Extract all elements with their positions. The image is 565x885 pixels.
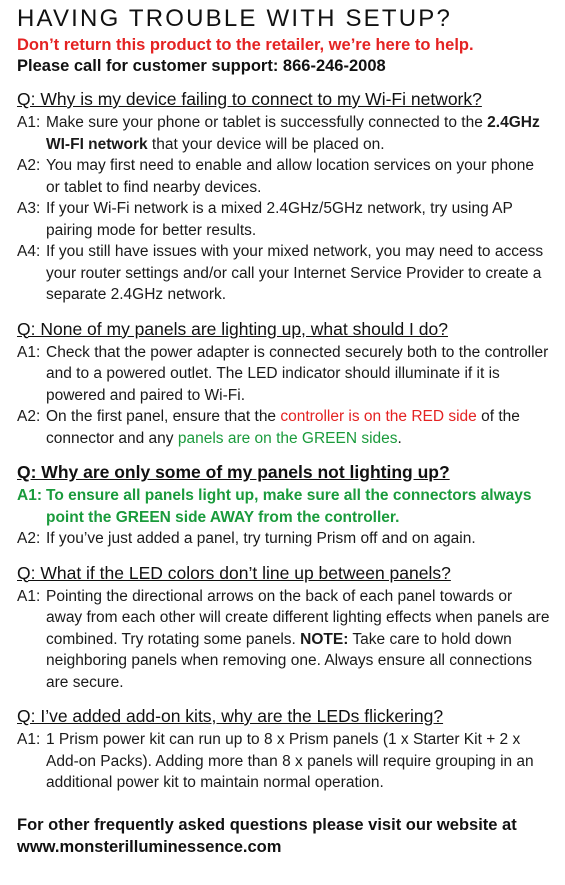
answer-text-part: On the first panel, ensure that the (46, 408, 281, 425)
faq-question-1: Q: Why is my device failing to connect to my Wi-Fi network? (17, 89, 482, 109)
answer-label: A2: (17, 408, 41, 425)
faq-answer-2-1 (17, 342, 551, 407)
faq-answer-5-1 (17, 729, 551, 794)
answer-label: A4: (17, 243, 41, 260)
answer-text: You may first need to enable and allow location services on your phone or tablet to find nearby devices. (46, 157, 534, 196)
answer-text: 1 Prism power kit can run up to 8 x Prism panels (1 x Starter Kit + 2 x Add-on Packs). Adding more than 8 x panels will require grouping in an additional power kit to maintain normal operation. (46, 731, 534, 791)
warning-notice: Don’t return this product to the retailer, we’re here to help. (17, 36, 474, 54)
faq-answer-2-2 (17, 406, 551, 449)
answer-text-part: Take care to hold down neighboring panels when removing one. Always ensure all connections are secure. (46, 630, 532, 691)
answer-text: If you still have issues with your mixed network, you may need to access your router settings and/or call your Internet Service Provider to create a separate 2.4GHz network. (46, 243, 544, 303)
answer-text: If you’ve just added a panel, try turning Prism off and on again. (46, 530, 476, 547)
footer-website-note: For other frequently asked questions please visit our website at www.monsterilluminessence.com (17, 815, 517, 856)
answer-text (46, 586, 551, 694)
answer-red-text: controller is on the RED side (280, 408, 477, 425)
faq-answer-1-2 (17, 155, 551, 198)
faq-answer-1-4 (17, 241, 551, 306)
support-line (17, 56, 551, 77)
answer-text (46, 406, 551, 449)
faq-question-4: Q: What if the LED colors don’t line up between panels? (17, 562, 451, 583)
support-prefix: Please call for customer support: (17, 57, 283, 75)
answer-label: A1: (17, 343, 41, 361)
answer-emphasis: 2.4GHz WI-FI network (46, 114, 540, 153)
answer-label: A3: (17, 200, 41, 217)
answer-green-text: panels are on the GREEN sides (177, 429, 398, 447)
answer-label: A1: (17, 587, 41, 605)
faq-answer-3-1 (17, 485, 551, 528)
answer-text: To ensure all panels light up, make sure all the connectors always point the GREEN side AWAY from the controller. (46, 487, 532, 526)
faq-question-2: Q: None of my panels are lighting up, what should I do? (17, 318, 448, 339)
answer-text-part: that your device will be placed on. (147, 135, 385, 153)
answer-text-part: Pointing the directional arrows on the back of each panel towards or away from each other will create different lighting effects when panels are combined. Try rotating some panels. (46, 587, 550, 648)
answer-label: A2: (17, 530, 41, 547)
answer-text-part: Make sure your phone or tablet is successfully connected to the (46, 114, 488, 131)
faq-answer-3-2 (17, 528, 551, 550)
note-label: NOTE: (300, 630, 349, 648)
page-title: HAVING TROUBLE WITH SETUP? (17, 5, 453, 32)
answer-text (46, 112, 551, 155)
support-phone: 866-246-2008 (282, 57, 386, 75)
answer-label: A2: (17, 157, 41, 174)
answer-text: If your Wi-Fi network is a mixed 2.4GHz/5GHz network, try using AP pairing mode for better results. (46, 200, 513, 239)
faq-answer-4-1 (17, 586, 551, 694)
faq-answer-1-1 (17, 112, 551, 155)
answer-label: A1: (17, 487, 42, 504)
answer-text-part: . (397, 429, 402, 447)
faq-question-3: Q: Why are only some of my panels not lighting up? (17, 462, 450, 482)
faq-answer-1-3 (17, 198, 551, 241)
faq-question-5: Q: I’ve added add-on kits, why are the LEDs flickering? (17, 706, 444, 726)
answer-text-part: of the connector and any (46, 408, 520, 447)
answer-label: A1: (17, 114, 41, 131)
answer-text: Check that the power adapter is connected securely both to the controller and to a powered outlet. The LED indicator should illuminate if it is powered and paired to Wi-Fi. (46, 343, 549, 404)
answer-label: A1: (17, 731, 41, 748)
